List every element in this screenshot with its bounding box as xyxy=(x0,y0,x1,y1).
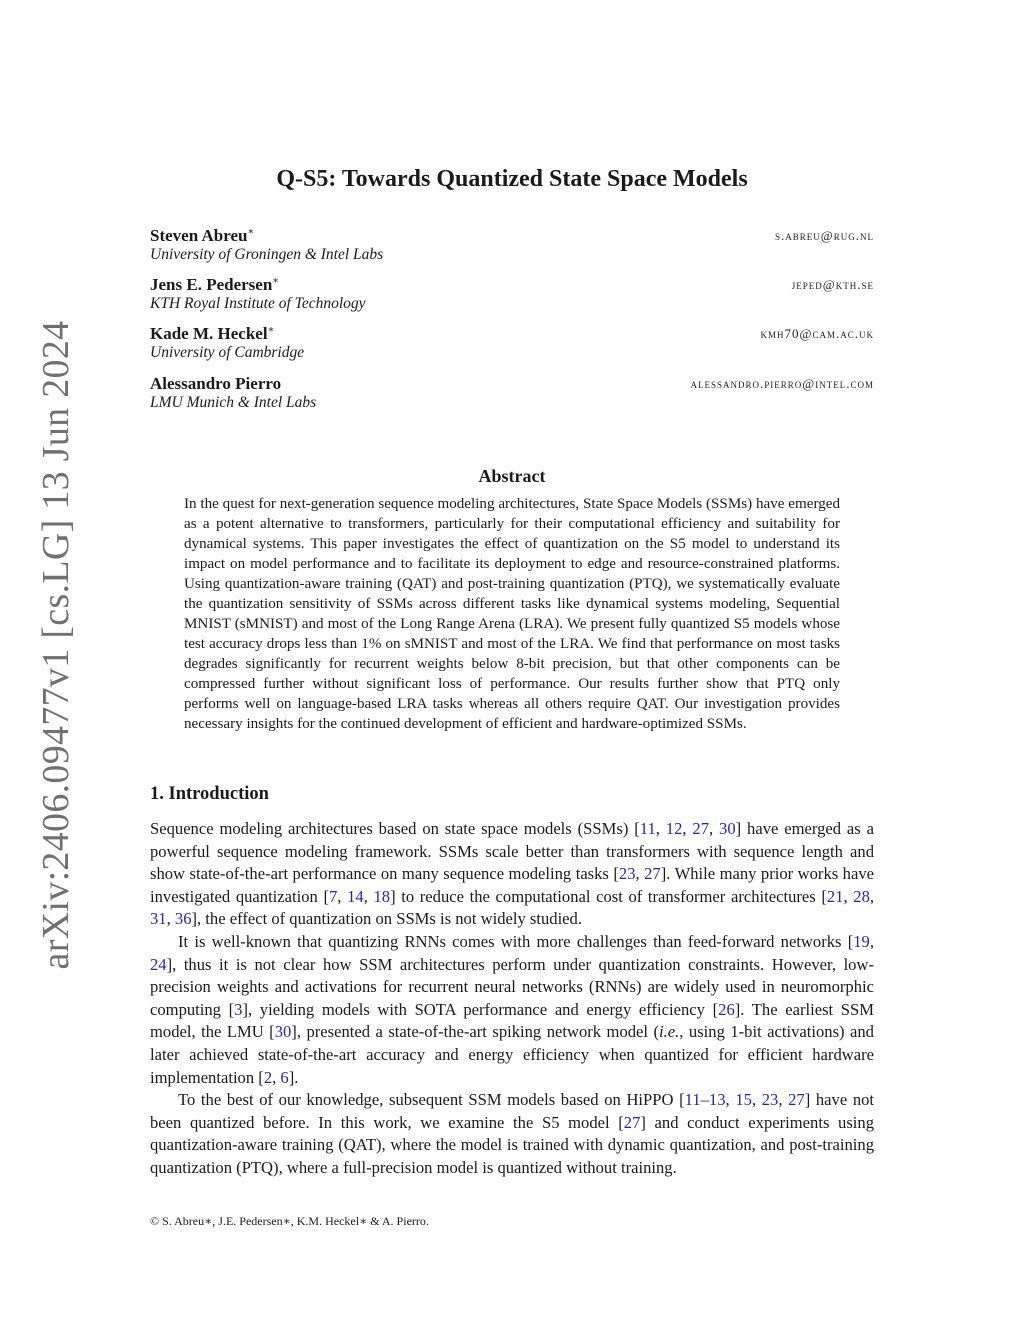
citation-link[interactable]: 24 xyxy=(150,954,167,974)
abstract-body: In the quest for next-generation sequence modeling architectures, State Space Models (SSMs) have emerged as a potent alternative to transformers, particularly for their computational efficiency and suitability for dynamical systems. This paper investigates the effect of quantization on the S5 model to understand its impact on model performance and to facilitate its deployment to edge and resource-constrained platforms. Using quantization-aware training (QAT) and post-training quantization (PTQ), we systematically evaluate the quantization sensitivity of SSMs across different tasks like dynamical systems modeling, Sequential MNIST (sMNIST) and most of the Long Range Arena (LRA). We present fully quantized S5 models whose test accuracy drops less than 1% on sMNIST and most of the LRA. We find that performance on most tasks degrades significantly for recurrent weights below 8-bit precision, but that other components can be compressed further without significant loss of performance. Our results further show that PTQ only performs well on language-based LRA tasks whereas all others require QAT. Our investigation provides necessary insights for the continued development of efficient and hardware-optimized SSMs. xyxy=(184,496,840,732)
author-affiliation: University of Groningen & Intel Labs xyxy=(150,246,384,263)
citation-link[interactable]: 11 xyxy=(639,819,656,838)
citation-link[interactable]: 21 xyxy=(826,886,844,906)
paragraph: To the best of our knowledge, subsequent SSM models based on HiPPO [11–13, 15, 23, 27] have not been quantized before. In this work, we examine the S5 model [27] and conduct experiments using quantization-aware training (QAT), where the model is trained with dynamic quantization, and post-training quantization (PTQ), where a full-precision model is quantized without training. xyxy=(150,1090,875,1177)
author-block xyxy=(150,324,874,368)
author-block xyxy=(150,275,874,319)
author-block xyxy=(150,226,874,270)
citation-link[interactable]: 27 xyxy=(788,1090,805,1110)
paragraph: It is well-known that quantizing RNNs comes with more challenges than feed-forward networks [19, 24], thus it is not clear how SSM architectures perform under quantization constraints. However, low-precision weights and activations for recurrent neural networks (RNNs) are widely used in neuromorphic computing [3], yielding models with SOTA performance and energy efficiency [26]. The earliest SSM model, the LMU [30], presented a state-of-the-art spiking network model (i.e., using 1-bit activations) and later achieved state-of-the-art accuracy and energy efficiency when quantized for efficient hardware implementation [2, 6]. xyxy=(150,931,875,1087)
citation-link[interactable]: 30 xyxy=(274,1022,292,1042)
citation-link[interactable]: 30 xyxy=(719,819,736,838)
copyright-footer: © S. Abreu∗, J.E. Pedersen∗, K.M. Heckel∗ & A. Pierro. xyxy=(150,1214,429,1228)
author-name: Jens E. Pedersen∗ xyxy=(150,275,280,294)
author-name: Kade M. Heckel∗ xyxy=(150,324,275,343)
paper-title: Q-S5: Towards Quantized State Space Models xyxy=(276,166,748,192)
citation-link[interactable]: 6 xyxy=(280,1067,289,1087)
author-email[interactable]: kmh70@cam.ac.uk xyxy=(760,326,874,341)
author-email[interactable]: s.abreu@rug.nl xyxy=(775,228,874,243)
citation-link[interactable]: 3 xyxy=(234,999,243,1019)
citation-link[interactable]: 28 xyxy=(853,886,870,906)
citation-link[interactable]: 31 xyxy=(150,909,167,929)
citation-link[interactable]: 23 xyxy=(618,864,636,884)
citation-link[interactable]: 15 xyxy=(735,1090,752,1110)
author-affiliation: LMU Munich & Intel Labs xyxy=(150,394,317,411)
author-email[interactable]: alessandro.pierro@intel.com xyxy=(690,376,874,391)
citation-link[interactable]: 27 xyxy=(692,819,709,838)
arxiv-identifier: arXiv:2406.09477v1 [cs.LG] 13 Jun 2024 xyxy=(35,320,77,970)
author-email[interactable]: jeped@kth.se xyxy=(791,277,874,292)
abstract-heading: Abstract xyxy=(478,466,546,486)
author-affiliation: University of Cambridge xyxy=(150,344,305,361)
citation-link[interactable]: 14 xyxy=(347,886,364,906)
author-block xyxy=(150,374,874,418)
paragraph: Sequence modeling architectures based on state space models (SSMs) [11, 12, 27, 30] have emerged as a powerful sequence modeling framework. SSMs scale better than transformers with sequence length and show state-of-the-art performance on many sequence modeling tasks [23, 27]. While many prior works have investigated quantization [7, 14, 18] to reduce the computational cost of transformer architectures [21, 28, 31, 36], the effect of quantization on SSMs is not widely studied. xyxy=(150,819,875,929)
citation-link[interactable]: 19 xyxy=(853,931,870,951)
author-name: Steven Abreu∗ xyxy=(150,226,255,245)
citation-link[interactable]: 12 xyxy=(665,819,683,838)
citation-link[interactable]: 27 xyxy=(644,864,661,884)
citation-link[interactable]: 36 xyxy=(174,909,192,929)
citation-link[interactable]: 27 xyxy=(623,1112,641,1132)
citation-link[interactable]: 7 xyxy=(329,886,338,906)
author-name: Alessandro Pierro xyxy=(150,374,282,393)
citation-link[interactable]: 26 xyxy=(718,999,735,1019)
citation-link[interactable]: 2 xyxy=(263,1067,273,1087)
citation-link[interactable]: 23 xyxy=(761,1090,779,1110)
author-affiliation: KTH Royal Institute of Technology xyxy=(150,295,366,312)
citation-link[interactable]: 18 xyxy=(373,886,391,906)
introduction-body xyxy=(150,818,874,1180)
section-heading-introduction: 1. Introduction xyxy=(150,784,269,804)
citation-link[interactable]: 11–13 xyxy=(684,1090,726,1110)
